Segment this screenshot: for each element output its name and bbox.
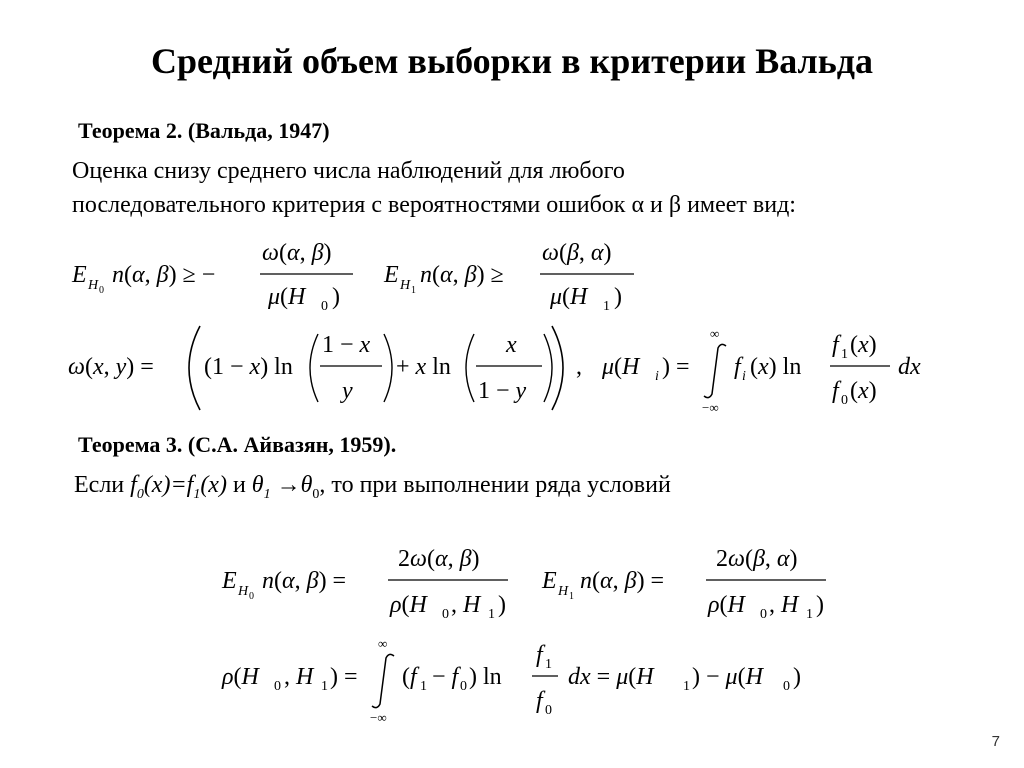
- svg-text:ω(β, α): ω(β, α): [542, 240, 612, 266]
- svg-text:i: i: [655, 369, 659, 384]
- theorem-2-text-line-2: последовательного критерия с вероятностями ошибок α и β имеет вид:: [72, 192, 796, 218]
- svg-text:1: 1: [411, 285, 416, 296]
- svg-text:0: 0: [321, 299, 328, 314]
- svg-text:1 − x: 1 − x: [322, 332, 371, 358]
- slide-title: Средний объем выборки в критерии Вальда: [150, 41, 874, 81]
- svg-text:1: 1: [806, 607, 813, 622]
- svg-text:0: 0: [841, 393, 848, 408]
- svg-text:f: f: [536, 688, 543, 714]
- omega-and-mu-definitions: [66, 322, 946, 414]
- svg-text:(f: (f: [402, 664, 417, 690]
- rho-definition: [218, 634, 828, 726]
- theorem-3-text-prefix: Если: [74, 472, 131, 498]
- svg-text:(x) ln: (x) ln: [750, 354, 802, 380]
- svg-text:ω(x, y) =: ω(x, y) =: [68, 354, 154, 380]
- svg-text:1: 1: [545, 657, 552, 672]
- svg-text:ρ(H: ρ(H: [708, 592, 745, 618]
- svg-text:0: 0: [274, 679, 281, 694]
- svg-text:,: ,: [576, 354, 582, 380]
- svg-text:f: f: [536, 642, 543, 668]
- svg-text:−∞: −∞: [370, 710, 387, 725]
- slide-number: 7: [991, 733, 1000, 750]
- svg-text:H: H: [400, 278, 411, 293]
- svg-text:) − μ(H: ) − μ(H: [692, 664, 763, 690]
- svg-text:n(α, β) ≥: n(α, β) ≥: [420, 262, 504, 288]
- theorem-2-text: [72, 154, 796, 222]
- svg-text:H: H: [88, 278, 99, 293]
- svg-text:1: 1: [321, 679, 328, 694]
- svg-text:1 − y: 1 − y: [478, 378, 527, 404]
- svg-text:− f: − f: [432, 664, 459, 690]
- theorem-2-heading: Теорема 2. (Вальда, 1947): [78, 118, 330, 143]
- svg-text:(1 − x) ln: (1 − x) ln: [204, 354, 293, 380]
- svg-text:E: E: [542, 568, 557, 594]
- svg-text:(x): (x): [850, 378, 877, 404]
- svg-text:1: 1: [841, 347, 848, 362]
- svg-text:) =: ) =: [662, 354, 690, 380]
- svg-text:n(α, β) =: n(α, β) =: [262, 568, 347, 594]
- theorem-3-heading: Теорема 3. (С.А. Айвазян, 1959).: [78, 432, 397, 457]
- svg-text:0: 0: [783, 679, 790, 694]
- svg-text:1: 1: [683, 679, 690, 694]
- svg-text:μ(H: μ(H: [602, 354, 640, 380]
- svg-text:μ(H: μ(H: [550, 284, 588, 310]
- theorem-3-text: Если $f_0(x)=f_1(x)$ и $\theta_1 \to\theta_0$, то при выполнении ряда условий: [74, 472, 671, 502]
- svg-text:f: f: [832, 378, 839, 404]
- svg-text:1: 1: [488, 607, 495, 622]
- svg-text:i: i: [742, 369, 746, 384]
- svg-text:2ω(α, β): 2ω(α, β): [398, 546, 480, 572]
- svg-text:H: H: [238, 584, 249, 599]
- condition-formula: $f_0(x)=f_1(x)$: [130, 472, 227, 502]
- svg-text:μ(H: μ(H: [268, 284, 306, 310]
- svg-text:∞: ∞: [710, 326, 720, 341]
- theorem-3-text-suffix: , то при выполнении ряда условий: [319, 472, 671, 498]
- svg-text:dx: dx: [898, 354, 921, 380]
- svg-text:): ): [498, 592, 506, 618]
- svg-text:E: E: [222, 568, 237, 594]
- svg-text:0: 0: [249, 591, 254, 602]
- svg-text:0: 0: [460, 679, 467, 694]
- svg-text:f: f: [832, 332, 839, 358]
- svg-text:H: H: [558, 584, 569, 599]
- svg-text:): ): [614, 284, 622, 310]
- svg-text:): ): [332, 284, 340, 310]
- svg-text:1: 1: [569, 591, 574, 602]
- svg-text:ω(α, β): ω(α, β): [262, 240, 332, 266]
- svg-text:ρ(H: ρ(H: [222, 664, 259, 690]
- svg-text:) =: ) =: [330, 664, 358, 690]
- theta-convergence: $\theta_1$: [251, 472, 271, 502]
- svg-text:f: f: [734, 354, 741, 380]
- svg-text:n(α, β) ≥ −: n(α, β) ≥ −: [112, 262, 216, 288]
- svg-text:y: y: [342, 378, 353, 404]
- svg-text:∞: ∞: [378, 636, 388, 651]
- theorem-2-text-line-1: Оценка снизу среднего числа наблюдений для любого: [72, 158, 625, 184]
- svg-text:): ): [816, 592, 824, 618]
- svg-text:, H: , H: [769, 592, 799, 618]
- svg-text:dx = μ(H: dx = μ(H: [568, 664, 654, 690]
- svg-text:1: 1: [603, 299, 610, 314]
- svg-text:n(α, β) =: n(α, β) =: [580, 568, 665, 594]
- svg-text:−∞: −∞: [702, 400, 719, 415]
- svg-text:(x): (x): [850, 332, 877, 358]
- svg-text:+ x ln: + x ln: [396, 354, 451, 380]
- aivazyan-equalities: [218, 540, 838, 630]
- svg-text:x: x: [506, 332, 517, 358]
- svg-text:E: E: [384, 262, 399, 288]
- svg-text:ρ(H: ρ(H: [390, 592, 427, 618]
- svg-text:) ln: ) ln: [469, 664, 502, 690]
- svg-text:E: E: [72, 262, 87, 288]
- svg-text:, H: , H: [284, 664, 314, 690]
- svg-text:0: 0: [442, 607, 449, 622]
- wald-lower-bound-formulas: [68, 232, 668, 322]
- svg-text:0: 0: [99, 285, 104, 296]
- svg-text:, H: , H: [451, 592, 481, 618]
- svg-text:0: 0: [760, 607, 767, 622]
- svg-text:0: 0: [545, 703, 552, 718]
- svg-text:): ): [793, 664, 801, 690]
- svg-text:1: 1: [420, 679, 427, 694]
- svg-text:2ω(β, α): 2ω(β, α): [716, 546, 798, 572]
